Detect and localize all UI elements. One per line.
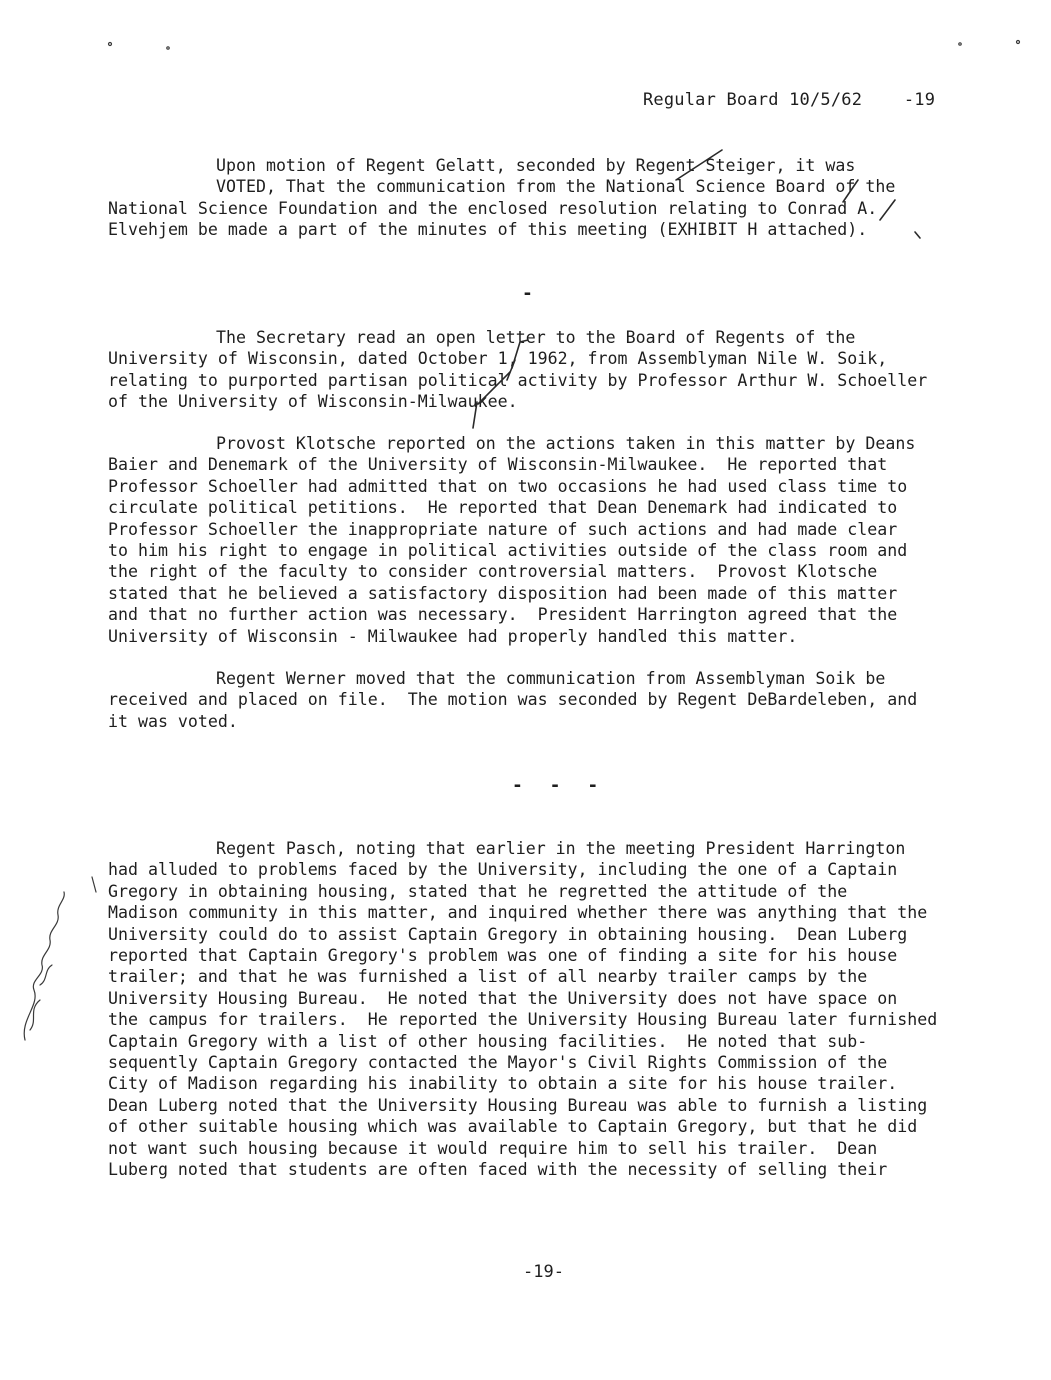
page-header: Regular Board 10/5/62 -19 [643,90,936,110]
paragraph-werner-motion [108,668,988,732]
text-line: Captain Gregory with a list of other housing facilities. He noted that sub- [108,1031,868,1051]
text-line: Baier and Denemark of the University of Wisconsin-Milwaukee. He reported that [108,455,888,475]
text-line: the campus for trailers. He reported the University Housing Bureau later furnished [108,1010,938,1030]
text-line: Provost Klotsche reported on the actions taken in this matter by Deans [216,434,916,453]
text-line: The Secretary read an open letter to the Board of Regents of the [216,328,856,347]
paragraph-klotsche-report [108,433,988,647]
text-line: the right of the faculty to consider controversial matters. Provost Klotsche [108,562,878,582]
text-line: not want such housing because it would require him to sell his trailer. Dean [108,1138,878,1158]
text-line: reported that Captain Gregory's problem was one of finding a site for his house [108,946,898,966]
text-line: of other suitable housing which was available to Captain Gregory, but that he did [108,1117,918,1137]
paragraph-pasch-gregory [108,838,988,1181]
text-line: Madison community in this matter, and inquired whether there was anything that the [108,903,928,923]
text-line: Gregory in obtaining housing, stated that he regretted the attitude of the [108,881,848,901]
text-line: Regent Pasch, noting that earlier in the meeting President Harrington [216,839,906,858]
text-line: circulate political petitions. He reported that Dean Denemark had indicated to [108,498,898,518]
text-line: Dean Luberg noted that the University Housing Bureau was able to furnish a listing [108,1095,928,1115]
text-line: of the University of Wisconsin-Milwaukee. [108,392,518,412]
text-line: sequently Captain Gregory contacted the Mayor's Civil Rights Commission of the [108,1053,888,1073]
paragraph-gelatt-motion [108,155,988,241]
text-line: University of Wisconsin - Milwaukee had properly handled this matter. [108,626,798,646]
text-line: Upon motion of Regent Gelatt, seconded by Regent Steiger, it was [216,156,856,175]
text-line: Regent Werner moved that the communication from Assemblyman Soik be [216,669,886,688]
text-line: Elvehjem be made a part of the minutes of this meeting (EXHIBIT H attached). [108,220,868,240]
text-line: Luberg noted that students are often faced with the necessity of selling their [108,1160,888,1180]
text-line: and that no further action was necessary. President Harrington agreed that the [108,605,898,625]
text-line: it was voted. [108,711,238,731]
text-line: VOTED, That the communication from the National Science Board of the [216,177,896,197]
text-line: University could do to assist Captain Gregory in obtaining housing. Dean Luberg [108,924,908,944]
page-number: -19- [523,1262,564,1282]
text-line: stated that he believed a satisfactory disposition had been made of this matter [108,583,898,603]
paragraph-secretary-letter [108,327,988,413]
text-line: relating to purported partisan political activity by Professor Arthur W. Schoeller [108,370,928,390]
text-line: to him his right to engage in political activities outside of the class room and [108,541,908,561]
text-line: received and placed on file. The motion was seconded by Regent DeBardeleben, and [108,690,918,710]
section-separator: - - - [512,775,607,796]
section-separator: - [522,283,541,304]
text-line: City of Madison regarding his inability to obtain a site for his house trailer. [108,1074,898,1094]
text-line: University Housing Bureau. He noted that the University does not have space on [108,988,898,1008]
text-line: had alluded to problems faced by the University, including the one of a Captain [108,860,898,880]
text-line: trailer; and that he was furnished a list of all nearby trailer camps by the [108,967,868,987]
text-line: National Science Foundation and the enclosed resolution relating to Conrad A. [108,198,878,218]
text-line: Professor Schoeller the inappropriate nature of such actions and had made clear [108,519,898,539]
text-line: University of Wisconsin, dated October 1, 1962, from Assemblyman Nile W. Soik, [108,349,888,369]
text-line: Professor Schoeller had admitted that on two occasions he had used class time to [108,476,908,496]
